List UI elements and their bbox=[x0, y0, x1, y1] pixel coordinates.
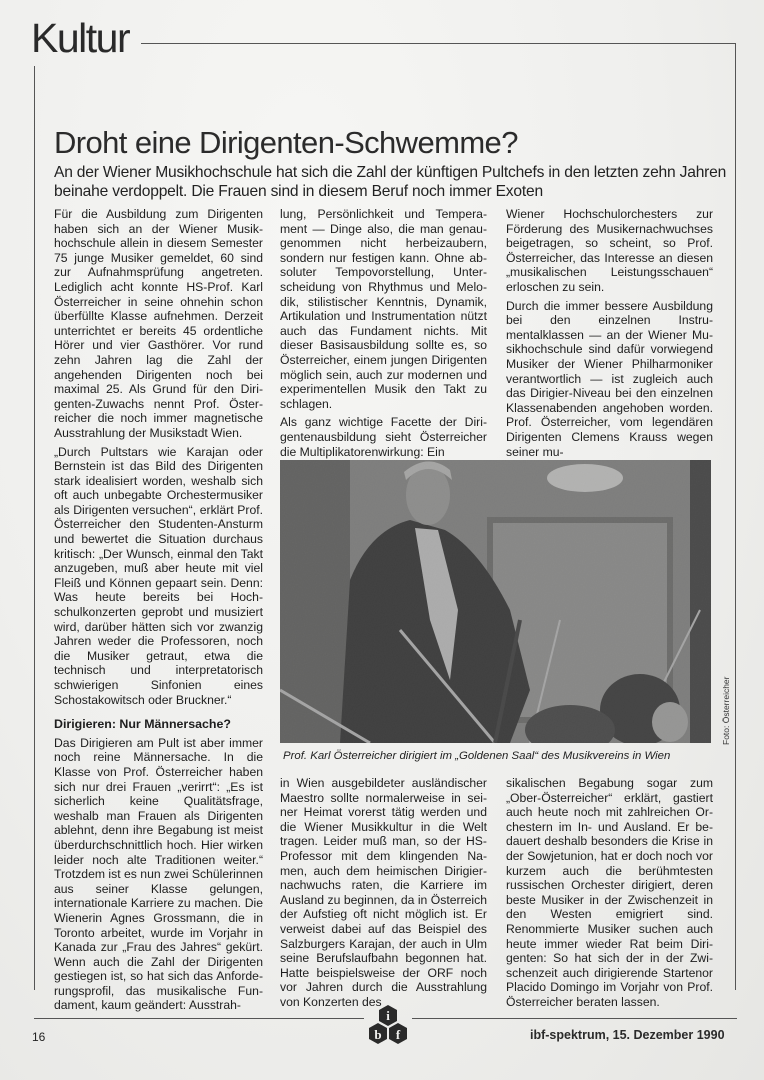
paragraph: Für die Ausbildung zum Dirigenten haben sich an der Wiener Musikhochschule allein in diesem Semester 75 junge Musiker gemeldet, 60 sind zur Aufnahmsprüfung angetreten. Lediglich acht konnte HS-Prof. Karl Österreicher in seine ohnehin schon überfüllte Klasse aufnehmen. Derzeit unterrichtet er bereits 45 ordentliche Hörer und vier Gasthörer. Vor rund zehn Jahren lag die Zahl der angehenden Dirigenten noch bei maximal 25. Als Grund für den Dirigenten-Zuwachs nennt Prof. Österreicher die noch immer magnetische Ausstrahlung der Musikstadt Wien. bbox=[54, 207, 263, 440]
article-headline: Droht eine Dirigenten-Schwemme? bbox=[54, 125, 518, 160]
photo-caption: Prof. Karl Österreicher dirigiert im „Goldenen Saal“ des Musikvereins in Wien bbox=[283, 750, 671, 762]
page-number: 16 bbox=[32, 1030, 46, 1044]
article-photo bbox=[280, 460, 711, 743]
frame-rule-right bbox=[735, 43, 736, 990]
column-3-bottom bbox=[506, 776, 713, 1014]
paragraph: Wiener Hochschulorchesters zur Förderung des Musikernachwuchses beigetragen, so scheint, so Prof. Österreicher, das Interesse an diesen „musikalischen Leistungsschauen“ erloschen zu sein. bbox=[506, 207, 713, 294]
paragraph: sikalischen Begabung sogar zum „Ober-Österreicher“ erklärt, gastiert auch heute noch mit zahlreichen Orchestern im In- und Ausland. Er bedauert deshalb besonders die Krise in der Sowjetunion, hat er doch noch vor kurzem auch die berühmtesten russischen Orchester dirigiert, deren beste Musiker in der Zwischenzeit in den Westen emigriert sind. Renommierte Musiker suchen auch heute immer wieder Rat beim Dirigenten: So hat sich der in der Zwischenzeit auch dirigierende Startenor Placido Domingo im Vorjahr von Prof. Österreicher beraten lassen. bbox=[506, 776, 713, 1009]
section-title: Kultur bbox=[31, 15, 130, 61]
column-2-bottom bbox=[280, 776, 487, 1014]
paragraph: „Durch Pultstars wie Karajan oder Bernstein ist das Bild des Dirigenten stark idealisiert worden, weshalb sich oft auch unbegabte Orchestermusiker als Dirigenten versuchen“, erklärt Prof. Österreicher den Studenten-Ansturm und bewertet die Situation durchaus kritisch: „Der Wunsch, einmal den Takt anzugeben, muß aber heute mit viel Fleiß und Können gepaart sein. Denn: Was heute bereits bei Hochschulkonzerten geprobt und musiziert wird, darüber hätten sich vor zwanzig Jahren weder die Professoren, noch die Musiker getraut, etwa die technisch und interpretatorisch schwierigen Sinfonien eines Schostakowitsch oder Bruckner.“ bbox=[54, 444, 263, 707]
paragraph: lung, Persönlichkeit und Temperament — Dinge also, die man genaugenommen nicht herbeizaubern, sondern nur festigen kann. Ohne absoluter Tempovorstellung, Unterscheidung von Rhythmus und Melodik, stilistischer Kenntnis, Dynamik, Artikulation und Instrumentation nützt auch das Fundament nichts. Mit dieser Basisausbildung sollte es, so Österreicher, einem jungen Dirigenten möglich sein, auch zur modernen und experimentellen Musik den Takt zu schlagen. bbox=[280, 207, 487, 411]
frame-rule-top bbox=[141, 43, 735, 44]
conductor-photo-illustration bbox=[280, 460, 711, 743]
column-2-top bbox=[280, 207, 487, 463]
paragraph: Durch die immer bessere Ausbildung bei den einzelnen Instrumentalklassen — an der Wiener Musikhochschule sind dafür vorwiegend Musiker der Wiener Philharmoniker verantwortlich — ist zugleich auch das Dirigier-Niveau bei den einzelnen Klassenabenden angehoben worden. Prof. Österreicher, vom legendären Dirigenten Clemens Krauss wegen seiner mu- bbox=[506, 298, 713, 459]
frame-rule-bottom-left bbox=[34, 1018, 364, 1019]
logo-letter-b: b bbox=[374, 1027, 382, 1042]
logo-letter-f: f bbox=[395, 1027, 401, 1042]
logo-letter-i: i bbox=[386, 1008, 390, 1023]
paragraph: Das Dirigieren am Pult ist aber immer noch reine Männersache. In die Klasse von Prof. Österreicher haben sich nur drei Frauen „verirrt“: „Es ist sicherlich keine Qualitätsfrage, weshalb man Frauen als Dirigenten ablehnt, denn ihre Begabung ist meist überdurchschnittlich hoch. Hier wirken leider noch alte Traditionen weiter.“ Trotzdem ist es nun zwei Schülerinnen aus seiner Klasse gelungen, internationale Karriere zu machen. Die Wienerin Agnes Grossmann, die in Toronto arbeitet, wurde im Vorjahr in Kanada zur „Frau des Jahres“ gekürt. Wenn auch die Zahl der Dirigenten gestiegen ist, so hat sich das Anforderungsprofil, das musikalische Fundament, kaum geändert: Ausstrah- bbox=[54, 735, 263, 1013]
frame-rule-bottom-right bbox=[412, 1018, 737, 1019]
publication-info: ibf-spektrum, 15. Dezember 1990 bbox=[530, 1028, 725, 1042]
column-3-top bbox=[506, 207, 713, 463]
paragraph: in Wien ausgebildeter ausländischer Maestro sollte normalerweise in seiner Heimat vorerst tätig werden und die Wiener Musikkultur in die Welt tragen. Leider muß man, so der HS-Professor mit dem klingenden Namen, auch dem heimischen Dirigiernachwuchs raten, die Karriere im Ausland zu beginnen, da in Österreich der Aufstieg oft nicht möglich ist. Er verweist dabei auf das Beispiel des Salzburgers Karajan, der auch in Ulm seine Berufslaufbahn begonnen hat. Hatte beispielsweise der ORF noch vor Jahren durch die Ausstrahlung von Konzerten des bbox=[280, 776, 487, 1009]
subheading: Dirigieren: Nur Männersache? bbox=[54, 717, 231, 732]
photo-credit: Foto: Österreicher bbox=[721, 676, 731, 745]
ibf-logo bbox=[365, 1004, 411, 1050]
column-1 bbox=[54, 207, 263, 1017]
paragraph: Als ganz wichtige Facette der Dirigentenausbildung sieht Österreicher die Multiplikatorenwirkung: Ein bbox=[280, 415, 487, 459]
frame-rule-left bbox=[34, 66, 35, 990]
article-dek: An der Wiener Musikhochschule hat sich die Zahl der künftigen Pultchefs in den letzten zehn Jahren beinahe verdoppelt. Die Frauen sind in diesem Beruf noch immer Exoten bbox=[54, 164, 727, 200]
